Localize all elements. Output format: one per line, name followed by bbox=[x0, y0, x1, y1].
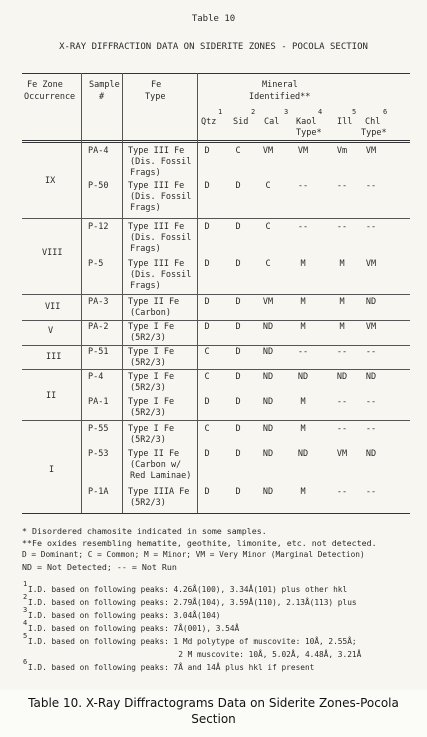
fe-type-line: Frags) bbox=[130, 244, 161, 254]
table-title: X-RAY DIFFRACTION DATA ON SIDERITE ZONES - POCOLA SECTION bbox=[59, 42, 368, 52]
cell-qtz: D bbox=[204, 487, 210, 497]
cell-qtz: D bbox=[204, 181, 210, 191]
header-sid: Sid bbox=[233, 117, 249, 127]
header-qtz: Qtz bbox=[201, 117, 217, 127]
header-mineral: Mineral bbox=[262, 80, 298, 90]
note-number: 2 bbox=[23, 593, 28, 601]
zone-separator bbox=[22, 218, 410, 219]
fe-type-line: Frags) bbox=[130, 203, 161, 213]
cell-qtz: D bbox=[204, 222, 210, 232]
cell-cal: ND bbox=[262, 372, 274, 382]
cell-qtz: D bbox=[204, 397, 210, 407]
zone-separator bbox=[22, 369, 410, 370]
sample-id: P-53 bbox=[88, 449, 109, 459]
cell-kaol: -- bbox=[297, 222, 309, 232]
cell-ill: -- bbox=[336, 347, 348, 357]
cell-kaol: M bbox=[300, 297, 306, 307]
fe-type-line: Type III Fe bbox=[128, 259, 185, 269]
cell-ill: M bbox=[339, 322, 345, 332]
cell-sid: D bbox=[235, 297, 241, 307]
cell-qtz: D bbox=[204, 297, 210, 307]
note-text: 2 M muscovite: 10Å, 5.02Å, 4.48Å, 3.21Å bbox=[28, 650, 362, 659]
cell-cal: ND bbox=[262, 347, 274, 357]
fe-type-line: Frags) bbox=[130, 168, 161, 178]
cell-kaol: M bbox=[300, 424, 306, 434]
sample-id: P-12 bbox=[88, 222, 109, 232]
cell-kaol: M bbox=[300, 487, 306, 497]
zone-separator bbox=[22, 345, 410, 346]
cell-cal: C bbox=[265, 181, 271, 191]
cell-ill: -- bbox=[336, 424, 348, 434]
header-chl-type: Type* bbox=[361, 128, 387, 138]
cell-ill: M bbox=[339, 259, 345, 269]
footnote-marker-5: 5 bbox=[352, 108, 357, 116]
cell-chl: VM bbox=[365, 146, 377, 156]
zone-label: V bbox=[48, 326, 54, 336]
fe-type-line: Type I Fe bbox=[128, 397, 175, 407]
footnote: **Fe oxides resembling hematite, geothite, limonite, etc. not detected. bbox=[22, 538, 377, 548]
cell-ill: VM bbox=[336, 449, 348, 459]
cell-ill: -- bbox=[336, 487, 348, 497]
header-kaol-type: Type* bbox=[296, 128, 322, 138]
cell-chl: VM bbox=[365, 259, 377, 269]
header-fe-type: Type bbox=[145, 92, 166, 102]
zone-label: I bbox=[49, 465, 55, 475]
header-ill: Ill bbox=[337, 117, 353, 127]
cell-kaol: ND bbox=[297, 449, 309, 459]
zone-label: VIII bbox=[42, 248, 63, 258]
column-divider bbox=[197, 73, 198, 513]
cell-cal: ND bbox=[262, 449, 274, 459]
fe-type-line: Type IIIA Fe bbox=[128, 487, 190, 497]
fe-type-line: Type I Fe bbox=[128, 347, 175, 357]
header-occurrence: Occurrence bbox=[24, 92, 76, 102]
header-kaol: Kaol bbox=[296, 117, 317, 127]
cell-chl: -- bbox=[365, 487, 377, 497]
header-fe: Fe bbox=[151, 80, 162, 90]
fe-type-line: Type II Fe bbox=[128, 449, 180, 459]
cell-sid: D bbox=[235, 449, 241, 459]
cell-chl: -- bbox=[365, 347, 377, 357]
cell-qtz: D bbox=[204, 146, 210, 156]
zone-label: VII bbox=[45, 302, 61, 312]
footnote-marker-3: 3 bbox=[284, 108, 289, 116]
cell-cal: ND bbox=[262, 322, 274, 332]
cell-cal: VM bbox=[262, 297, 274, 307]
sample-id: P-5 bbox=[88, 259, 104, 269]
cell-sid: D bbox=[235, 487, 241, 497]
cell-qtz: C bbox=[204, 347, 210, 357]
cell-sid: D bbox=[235, 222, 241, 232]
header-sample: Sample bbox=[89, 80, 120, 90]
fe-type-line: Type II Fe bbox=[128, 297, 180, 307]
cell-kaol: ND bbox=[297, 372, 309, 382]
header-cal: Cal bbox=[264, 117, 280, 127]
zone-separator bbox=[22, 320, 410, 321]
cell-qtz: D bbox=[204, 322, 210, 332]
cell-chl: -- bbox=[365, 181, 377, 191]
footnote-marker-4: 4 bbox=[318, 108, 323, 116]
cell-kaol: -- bbox=[297, 181, 309, 191]
zone-separator bbox=[22, 294, 410, 295]
cell-chl: -- bbox=[365, 424, 377, 434]
cell-cal: ND bbox=[262, 397, 274, 407]
fe-type-line: (Dis. Fossil bbox=[130, 233, 192, 243]
cell-chl: VM bbox=[365, 322, 377, 332]
fe-type-line: (5R2/3) bbox=[130, 333, 166, 343]
header-chl: Chl bbox=[365, 117, 381, 127]
fe-type-line: Type I Fe bbox=[128, 372, 175, 382]
note-text: I.D. based on following peaks: 3.04Å(104) bbox=[28, 611, 221, 620]
zone-label: IX bbox=[45, 176, 56, 186]
cell-sid: D bbox=[235, 372, 241, 382]
caption-line: Table 10. X-Ray Diffractograms Data on Siderite Zones-Pocola bbox=[28, 696, 399, 710]
cell-ill: -- bbox=[336, 181, 348, 191]
cell-sid: D bbox=[235, 259, 241, 269]
cell-kaol: -- bbox=[297, 347, 309, 357]
zone-label: II bbox=[46, 391, 57, 401]
fe-type-line: (5R2/3) bbox=[130, 498, 166, 508]
footnote-marker-1: 1 bbox=[218, 108, 223, 116]
cell-sid: D bbox=[235, 322, 241, 332]
cell-ill: ND bbox=[336, 372, 348, 382]
header-sample-number: # bbox=[99, 92, 105, 102]
cell-cal: C bbox=[265, 259, 271, 269]
cell-kaol: VM bbox=[297, 146, 309, 156]
cell-sid: D bbox=[235, 347, 241, 357]
fe-type-line: Type III Fe bbox=[128, 181, 185, 191]
cell-qtz: C bbox=[204, 372, 210, 382]
sample-id: P-51 bbox=[88, 347, 109, 357]
fe-type-line: Type I Fe bbox=[128, 322, 175, 332]
fe-type-line: (5R2/3) bbox=[130, 358, 166, 368]
sample-id: P-4 bbox=[88, 372, 104, 382]
footnote: ND = Not Detected; -- = Not Run bbox=[22, 562, 177, 572]
fe-type-line: Type III Fe bbox=[128, 222, 185, 232]
fe-type-line: (5R2/3) bbox=[130, 383, 166, 393]
cell-kaol: M bbox=[300, 397, 306, 407]
cell-chl: -- bbox=[365, 397, 377, 407]
fe-type-line: (Dis. Fossil bbox=[130, 192, 192, 202]
sample-id: PA-2 bbox=[88, 322, 109, 332]
cell-qtz: D bbox=[204, 449, 210, 459]
note-number: 3 bbox=[23, 606, 28, 614]
cell-kaol: M bbox=[300, 259, 306, 269]
cell-ill: M bbox=[339, 297, 345, 307]
table-label: Table 10 bbox=[191, 14, 236, 24]
note-number: 4 bbox=[23, 619, 28, 627]
note-text: I.D. based on following peaks: 7Å(001), 3.54Å bbox=[28, 624, 240, 633]
sample-id: PA-1 bbox=[88, 397, 109, 407]
fe-type-line: (Dis. Fossil bbox=[130, 157, 192, 167]
note-number: 6 bbox=[23, 658, 28, 666]
cell-sid: D bbox=[235, 397, 241, 407]
cell-sid: C bbox=[235, 146, 241, 156]
cell-cal: VM bbox=[262, 146, 274, 156]
cell-cal: ND bbox=[262, 487, 274, 497]
fe-type-line: (Carbon) bbox=[130, 308, 171, 318]
cell-ill: Vm bbox=[336, 146, 348, 156]
note-text: I.D. based on following peaks: 1 Md polytype of muscovite: 10Å, 2.55Å; bbox=[28, 637, 357, 646]
cell-sid: D bbox=[235, 181, 241, 191]
cell-qtz: C bbox=[204, 424, 210, 434]
cell-chl: ND bbox=[365, 372, 377, 382]
footnote-marker-2: 2 bbox=[251, 108, 256, 116]
cell-chl: -- bbox=[365, 222, 377, 232]
sample-id: PA-4 bbox=[88, 146, 109, 156]
cell-chl: ND bbox=[365, 297, 377, 307]
fe-type-line: Type III Fe bbox=[128, 146, 185, 156]
figure-caption bbox=[0, 695, 427, 727]
fe-type-line: Type I Fe bbox=[128, 424, 175, 434]
sample-id: P-50 bbox=[88, 181, 109, 191]
header-zone: Fe Zone bbox=[27, 80, 63, 90]
table-bottom-rule bbox=[22, 513, 410, 514]
column-divider bbox=[122, 73, 123, 513]
zone-label: III bbox=[46, 352, 62, 362]
note-number: 5 bbox=[23, 632, 28, 640]
sample-id: P-55 bbox=[88, 424, 109, 434]
footnote: D = Dominant; C = Common; M = Minor; VM = Very Minor (Marginal Detection) bbox=[22, 550, 365, 559]
cell-cal: C bbox=[265, 222, 271, 232]
fe-type-line: Red Laminae) bbox=[130, 471, 192, 481]
zone-separator bbox=[22, 420, 410, 421]
cell-kaol: M bbox=[300, 322, 306, 332]
cell-ill: -- bbox=[336, 397, 348, 407]
note-text: I.D. based on following peaks: 7Å and 14Å plus hkl if present bbox=[28, 663, 315, 672]
header-identified: Identified** bbox=[249, 92, 311, 102]
sample-id: P-1A bbox=[88, 487, 109, 497]
note-number: 1 bbox=[23, 580, 28, 588]
fe-type-line: (Dis. Fossil bbox=[130, 270, 192, 280]
cell-sid: D bbox=[235, 424, 241, 434]
note-text: I.D. based on following peaks: 4.26Å(100), 3.34Å(101) plus other hkl bbox=[28, 585, 348, 594]
fe-type-line: (5R2/3) bbox=[130, 435, 166, 445]
note-text: I.D. based on following peaks: 2.79Å(104), 3.59Å(110), 2.13Å(113) plus bbox=[28, 598, 357, 607]
footnote-marker-6: 6 bbox=[383, 108, 388, 116]
fe-type-line: (Carbon w/ bbox=[130, 460, 182, 470]
column-divider bbox=[81, 73, 82, 513]
fe-type-line: Frags) bbox=[130, 281, 161, 291]
cell-qtz: D bbox=[204, 259, 210, 269]
caption-line: Section bbox=[191, 712, 236, 726]
cell-cal: ND bbox=[262, 424, 274, 434]
fe-type-line: (5R2/3) bbox=[130, 408, 166, 418]
sample-id: PA-3 bbox=[88, 297, 109, 307]
cell-ill: -- bbox=[336, 222, 348, 232]
footnote: * Disordered chamosite indicated in some samples. bbox=[22, 526, 267, 536]
cell-chl: ND bbox=[365, 449, 377, 459]
